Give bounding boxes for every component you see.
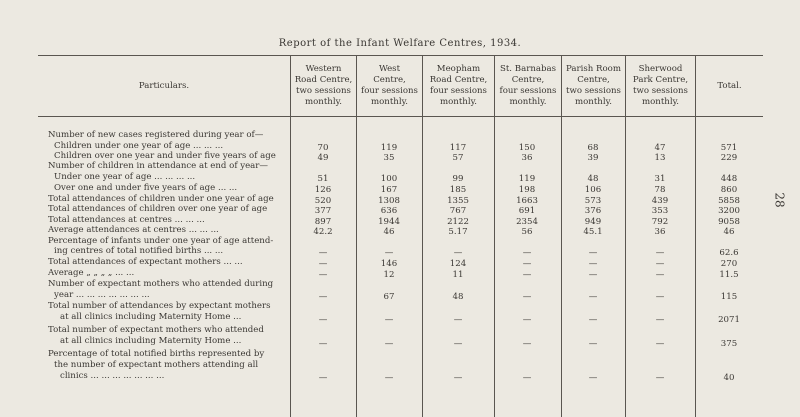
column-divider: [625, 117, 626, 417]
cell-sherwood-park: 47: [654, 143, 666, 153]
row-label: Percentage of total notified births represented by: [48, 349, 265, 359]
row-label: Total attendances of children under one year of age: [48, 194, 274, 204]
row-label: Number of children in attendance at end of year—: [48, 161, 268, 171]
header-st-barnabas: St. Barnabas Centre, four sessions monthly.: [494, 56, 561, 116]
cell-total: 2071: [718, 315, 740, 325]
cell-west-centre: —: [384, 315, 394, 325]
row-label: Average „ „ „ „ ... ...: [48, 268, 135, 278]
cell-meopham-road: 48: [452, 292, 464, 302]
header-total: Total.: [695, 56, 763, 116]
cell-st-barnabas: 119: [518, 174, 536, 184]
cell-western-road: —: [318, 259, 328, 269]
row-label: Number of expectant mothers who attended during: [48, 279, 274, 289]
cell-west-centre: 35: [383, 153, 395, 163]
cell-total: 448: [720, 174, 738, 184]
row-label: Total number of expectant mothers who attended: [48, 325, 264, 335]
cell-west-centre: —: [384, 373, 394, 383]
cell-west-centre: 1944: [378, 217, 400, 227]
cell-western-road: 49: [317, 153, 329, 163]
cell-west-centre: 167: [380, 185, 398, 195]
cell-sherwood-park: 792: [651, 217, 669, 227]
cell-parish-room: 949: [584, 217, 602, 227]
cell-parish-room: 48: [587, 174, 599, 184]
header-western-road: Western Road Centre, two sessions monthly.: [290, 56, 356, 116]
cell-western-road: 126: [314, 185, 332, 195]
cell-total: 9058: [718, 217, 740, 227]
row-label: clinics ... ... ... ... ... ... ...: [60, 371, 165, 381]
cell-meopham-road: 99: [452, 174, 464, 184]
cell-meopham-road: 57: [452, 153, 464, 163]
cell-meopham-road: 767: [449, 206, 467, 216]
column-divider: [561, 117, 562, 417]
cell-western-road: 51: [317, 174, 329, 184]
cell-parish-room: 106: [584, 185, 602, 195]
cell-western-road: —: [318, 270, 328, 280]
cell-meopham-road: 5.17: [448, 227, 468, 237]
cell-sherwood-park: 78: [654, 185, 666, 195]
cell-total: 62.6: [719, 248, 739, 258]
header-sherwood-park: Sherwood Park Centre, two sessions monthly.: [625, 56, 695, 116]
row-label: Percentage of infants under one year of age attend-: [48, 236, 274, 246]
header-parish-room: Parish Room Centre, two sessions monthly.: [561, 56, 625, 116]
cell-west-centre: 12: [383, 270, 395, 280]
cell-total: 11.5: [719, 270, 739, 280]
cell-west-centre: 119: [380, 143, 398, 153]
cell-st-barnabas: —: [522, 292, 532, 302]
column-divider: [356, 117, 357, 417]
cell-st-barnabas: —: [522, 259, 532, 269]
cell-parish-room: —: [588, 248, 598, 258]
cell-parish-room: —: [588, 270, 598, 280]
cell-meopham-road: 124: [449, 259, 467, 269]
cell-western-road: —: [318, 315, 328, 325]
cell-total: 5858: [718, 196, 740, 206]
cell-st-barnabas: 1663: [516, 196, 538, 206]
cell-parish-room: 68: [587, 143, 599, 153]
cell-total: 270: [720, 259, 738, 269]
row-label: Total attendances of children over one year of age: [48, 204, 268, 214]
row-label: the number of expectant mothers attending all: [54, 360, 259, 370]
cell-meopham-road: —: [453, 315, 463, 325]
cell-total: 46: [723, 227, 735, 237]
cell-meopham-road: —: [453, 373, 463, 383]
cell-st-barnabas: 691: [518, 206, 536, 216]
cell-sherwood-park: —: [655, 270, 665, 280]
cell-st-barnabas: —: [522, 315, 532, 325]
row-label: Children under one year of age ... ... ...: [54, 141, 224, 151]
cell-sherwood-park: 353: [651, 206, 669, 216]
cell-st-barnabas: 36: [521, 153, 533, 163]
cell-sherwood-park: —: [655, 292, 665, 302]
cell-west-centre: 46: [383, 227, 395, 237]
cell-parish-room: 376: [584, 206, 602, 216]
cell-western-road: 42.2: [313, 227, 333, 237]
cell-sherwood-park: —: [655, 248, 665, 258]
cell-total: 3200: [718, 206, 740, 216]
row-label: at all clinics including Maternity Home ...: [60, 336, 242, 346]
report-table: [38, 55, 763, 417]
cell-total: 115: [720, 292, 738, 302]
cell-sherwood-park: 13: [654, 153, 666, 163]
cell-meopham-road: 117: [449, 143, 467, 153]
cell-meopham-road: —: [453, 339, 463, 349]
cell-st-barnabas: —: [522, 339, 532, 349]
row-label: Total number of attendances by expectant mothers: [48, 301, 271, 311]
table-header: [38, 56, 763, 117]
cell-west-centre: 1308: [378, 196, 400, 206]
cell-western-road: 70: [317, 143, 329, 153]
row-label: ing centres of total notified births ... ...: [54, 246, 224, 256]
cell-western-road: 897: [314, 217, 332, 227]
cell-west-centre: 146: [380, 259, 398, 269]
cell-sherwood-park: —: [655, 373, 665, 383]
row-label: at all clinics including Maternity Home ...: [60, 312, 242, 322]
header-west-centre: West Centre, four sessions monthly.: [356, 56, 422, 116]
cell-western-road: —: [318, 373, 328, 383]
cell-st-barnabas: 2354: [516, 217, 538, 227]
cell-sherwood-park: —: [655, 259, 665, 269]
cell-western-road: 520: [314, 196, 332, 206]
cell-meopham-road: 1355: [447, 196, 469, 206]
cell-western-road: —: [318, 248, 328, 258]
cell-parish-room: —: [588, 373, 598, 383]
row-label: Average attendances at centres ... ... ...: [48, 225, 219, 235]
cell-total: 860: [720, 185, 738, 195]
cell-parish-room: 39: [587, 153, 599, 163]
table-body: [38, 117, 763, 417]
cell-west-centre: —: [384, 248, 394, 258]
cell-total: 40: [723, 373, 735, 383]
cell-west-centre: 67: [383, 292, 395, 302]
cell-parish-room: 573: [584, 196, 602, 206]
cell-st-barnabas: —: [522, 248, 532, 258]
cell-west-centre: 100: [380, 174, 398, 184]
column-divider: [422, 117, 423, 417]
cell-st-barnabas: —: [522, 270, 532, 280]
header-particulars: Particulars.: [138, 80, 190, 91]
cell-sherwood-park: —: [655, 315, 665, 325]
cell-western-road: —: [318, 339, 328, 349]
cell-total: 229: [720, 153, 738, 163]
cell-st-barnabas: 150: [518, 143, 536, 153]
cell-meopham-road: 2122: [447, 217, 469, 227]
cell-west-centre: —: [384, 339, 394, 349]
cell-western-road: —: [318, 292, 328, 302]
cell-st-barnabas: —: [522, 373, 532, 383]
cell-meopham-road: —: [453, 248, 463, 258]
cell-sherwood-park: 36: [654, 227, 666, 237]
column-divider: [290, 117, 291, 417]
row-label: year ... ... ... ... ... ... ...: [54, 290, 150, 300]
cell-west-centre: 636: [380, 206, 398, 216]
cell-st-barnabas: 198: [518, 185, 536, 195]
cell-parish-room: 45.1: [583, 227, 603, 237]
row-label: Children over one year and under five years of age: [54, 151, 276, 161]
row-label: Over one and under five years of age ... ...: [54, 183, 238, 193]
row-label: Total attendances at centres ... ... ...: [48, 215, 205, 225]
row-label: Under one year of age ... ... ... ...: [54, 172, 196, 182]
cell-parish-room: —: [588, 292, 598, 302]
row-label: Total attendances of expectant mothers ... ...: [48, 257, 243, 267]
column-divider: [695, 117, 696, 417]
cell-parish-room: —: [588, 259, 598, 269]
cell-parish-room: —: [588, 315, 598, 325]
cell-parish-room: —: [588, 339, 598, 349]
cell-meopham-road: 185: [449, 185, 467, 195]
header-meopham-road: Meopham Road Centre, four sessions monthly.: [422, 56, 494, 116]
report-title: Report of the Infant Welfare Centres, 1934.: [278, 38, 522, 49]
cell-meopham-road: 11: [452, 270, 464, 280]
cell-total: 571: [720, 143, 738, 153]
cell-sherwood-park: 31: [654, 174, 666, 184]
cell-total: 375: [720, 339, 738, 349]
cell-st-barnabas: 56: [521, 227, 533, 237]
page-number: 28: [772, 192, 787, 208]
cell-sherwood-park: 439: [651, 196, 669, 206]
row-label: Number of new cases registered during year of—: [48, 130, 264, 140]
column-divider: [494, 117, 495, 417]
cell-western-road: 377: [314, 206, 332, 216]
cell-sherwood-park: —: [655, 339, 665, 349]
